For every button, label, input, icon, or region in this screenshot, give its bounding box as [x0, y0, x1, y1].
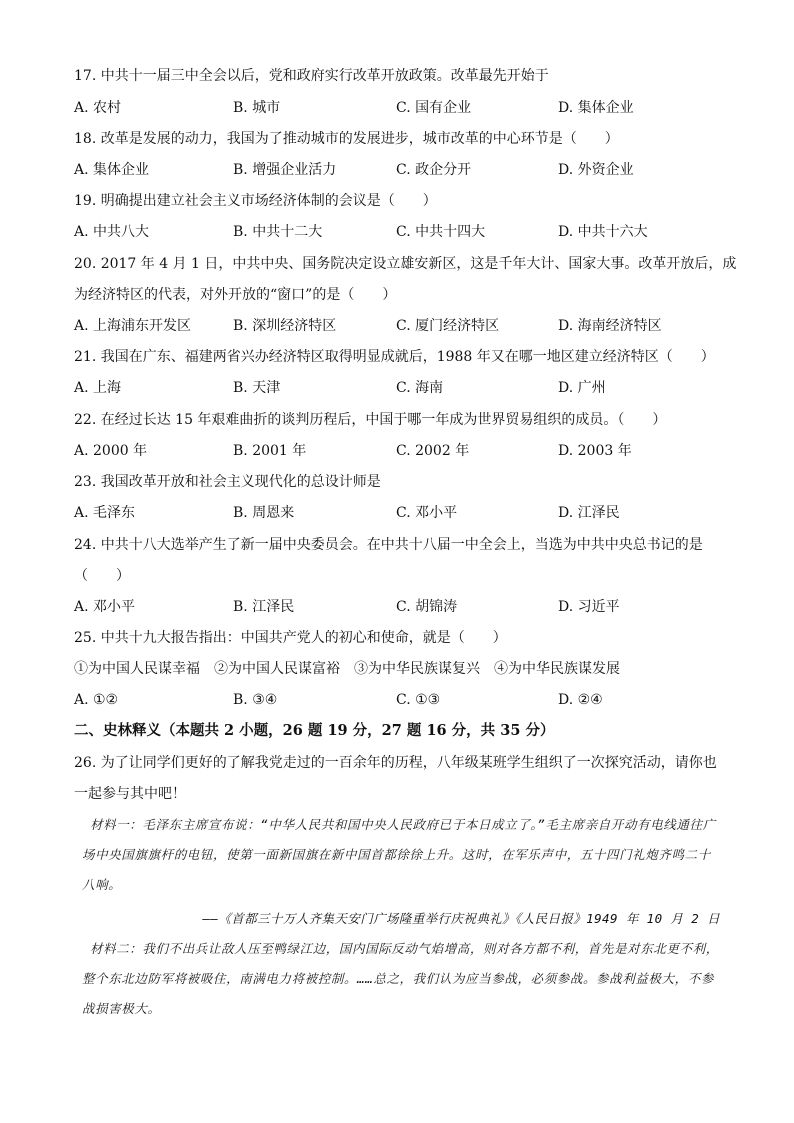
- option-c: C. 胡锦涛: [396, 599, 458, 615]
- option-a: A. 2000 年: [74, 443, 148, 459]
- option-b: B. ③④: [233, 692, 278, 708]
- option-c: C. 厦门经济特区: [396, 318, 500, 334]
- option-c: C. 中共十四大: [396, 224, 486, 240]
- material-1-source: ——《首都三十万人齐集天安门广场隆重举行庆祝典礼》《人民日报》1949 年 10 月 2 日: [202, 911, 720, 926]
- section-2-heading: 二、史林释义（本题共 2 小题，26 题 19 分，27 题 16 分，共 35 分）: [74, 722, 555, 739]
- option-b: B. 增强企业活力: [233, 162, 337, 178]
- option-c: C. 邓小平: [396, 505, 458, 521]
- option-b: B. 深圳经济特区: [233, 318, 337, 334]
- option-b: B. 中共十二大: [233, 224, 323, 240]
- option-b: B. 周恩来: [233, 505, 295, 521]
- option-a: A. 农村: [74, 100, 122, 116]
- option-d: D. 2003 年: [558, 443, 632, 459]
- option-d: D. 外资企业: [558, 162, 634, 178]
- option-b: B. 城市: [233, 100, 281, 116]
- question-24-options: [0, 597, 794, 617]
- option-d: D. 集体企业: [558, 100, 634, 116]
- option-d: D. 习近平: [558, 599, 620, 615]
- question-20-stem-line-1: 20. 2017 年 4 月 1 日，中共中央、国务院决定设立雄安新区，这是千年大计、国家大事。改革开放后，成: [74, 256, 737, 272]
- question-26-stem-line-1: 26. 为了让同学们更好的了解我党走过的一百余年的历程，八年级某班学生组织了一次探究活动，请你也: [74, 755, 717, 771]
- option-a: A. 集体企业: [74, 162, 150, 178]
- question-24-stem-line-1: 24. 中共十八大选举产生了新一届中央委员会。在中共十八届一中全会上，当选为中共中央总书记的是: [74, 537, 703, 553]
- option-c: C. ①③: [396, 692, 441, 708]
- question-17-options: [0, 98, 794, 118]
- option-a: A. ①②: [74, 692, 119, 708]
- question-20-options: [0, 316, 794, 336]
- question-22-stem: 22. 在经过长达 15 年艰难曲折的谈判历程后，中国于哪一年成为世界贸易组织的成员。（ ）: [74, 412, 667, 428]
- option-a: A. 上海: [74, 380, 122, 396]
- question-22-options: [0, 441, 794, 461]
- option-c: C. 海南: [396, 380, 444, 396]
- option-d: D. 中共十六大: [558, 224, 648, 240]
- option-c: C. 2002 年: [396, 443, 470, 459]
- material-1-text: 材料一：毛泽东主席宣布说：“中华人民共和国中央人民政府已于本日成立了。”毛主席亲自开动有电线通往广场中央国旗旗杆的电钮，使第一面新国旗在新中国首都徐徐上升。这时，在军乐声中，五十四门礼炮齐鸣二十八响。: [82, 817, 716, 892]
- option-a: A. 毛泽东: [74, 505, 136, 521]
- material-2: [82, 934, 722, 1024]
- question-25-options: [0, 690, 794, 710]
- option-a: A. 上海浦东开发区: [74, 318, 192, 334]
- question-25-stem: 25. 中共十九大报告指出：中国共产党人的初心和使命，就是（ ）: [74, 630, 507, 646]
- option-d: D. 海南经济特区: [558, 318, 662, 334]
- question-18-options: [0, 160, 794, 180]
- question-24-stem-line-2: （ ）: [74, 568, 130, 584]
- material-2-text: 材料二：我们不出兵让敌人压至鸭绿江边，国内国际反动气焰增高，则对各方都不利，首先是对东北更不利，整个东北边防军将被吸住，南满电力将被控制。……总之，我们认为应当参战，必须参战。参战利益极大，不参战损害极大。: [82, 941, 719, 1016]
- question-17-stem: 17. 中共十一届三中全会以后，党和政府实行改革开放政策。改革最先开始于: [74, 68, 549, 84]
- question-23-stem: 23. 我国改革开放和社会主义现代化的总设计师是: [74, 474, 381, 490]
- option-d: D. ②④: [558, 692, 603, 708]
- question-23-options: [0, 503, 794, 523]
- material-1: [82, 810, 722, 900]
- option-b: B. 江泽民: [233, 599, 295, 615]
- question-18-stem: 18. 改革是发展的动力，我国为了推动城市的发展进步，城市改革的中心环节是（ ）: [74, 131, 619, 147]
- option-a: A. 邓小平: [74, 599, 136, 615]
- option-c: C. 国有企业: [396, 100, 472, 116]
- option-b: B. 2001 年: [233, 443, 307, 459]
- option-a: A. 中共八大: [74, 224, 150, 240]
- question-21-options: [0, 378, 794, 398]
- question-25-statements: ①为中国人民谋幸福 ②为中国人民谋富裕 ③为中华民族谋复兴 ④为中华民族谋发展: [74, 661, 620, 677]
- option-d: D. 江泽民: [558, 505, 620, 521]
- question-20-stem-line-2: 为经济特区的代表，对外开放的“窗口”的是（ ）: [74, 287, 397, 303]
- question-21-stem: 21. 我国在广东、福建两省兴办经济特区取得明显成就后，1988 年又在哪一地区建立经济特区（ ）: [74, 349, 715, 365]
- question-19-stem: 19. 明确提出建立社会主义市场经济体制的会议是（ ）: [74, 193, 437, 209]
- question-26-stem-line-2: 一起参与其中吧！: [74, 786, 186, 802]
- option-b: B. 天津: [233, 380, 281, 396]
- option-c: C. 政企分开: [396, 162, 472, 178]
- option-d: D. 广州: [558, 380, 606, 396]
- question-19-options: [0, 222, 794, 242]
